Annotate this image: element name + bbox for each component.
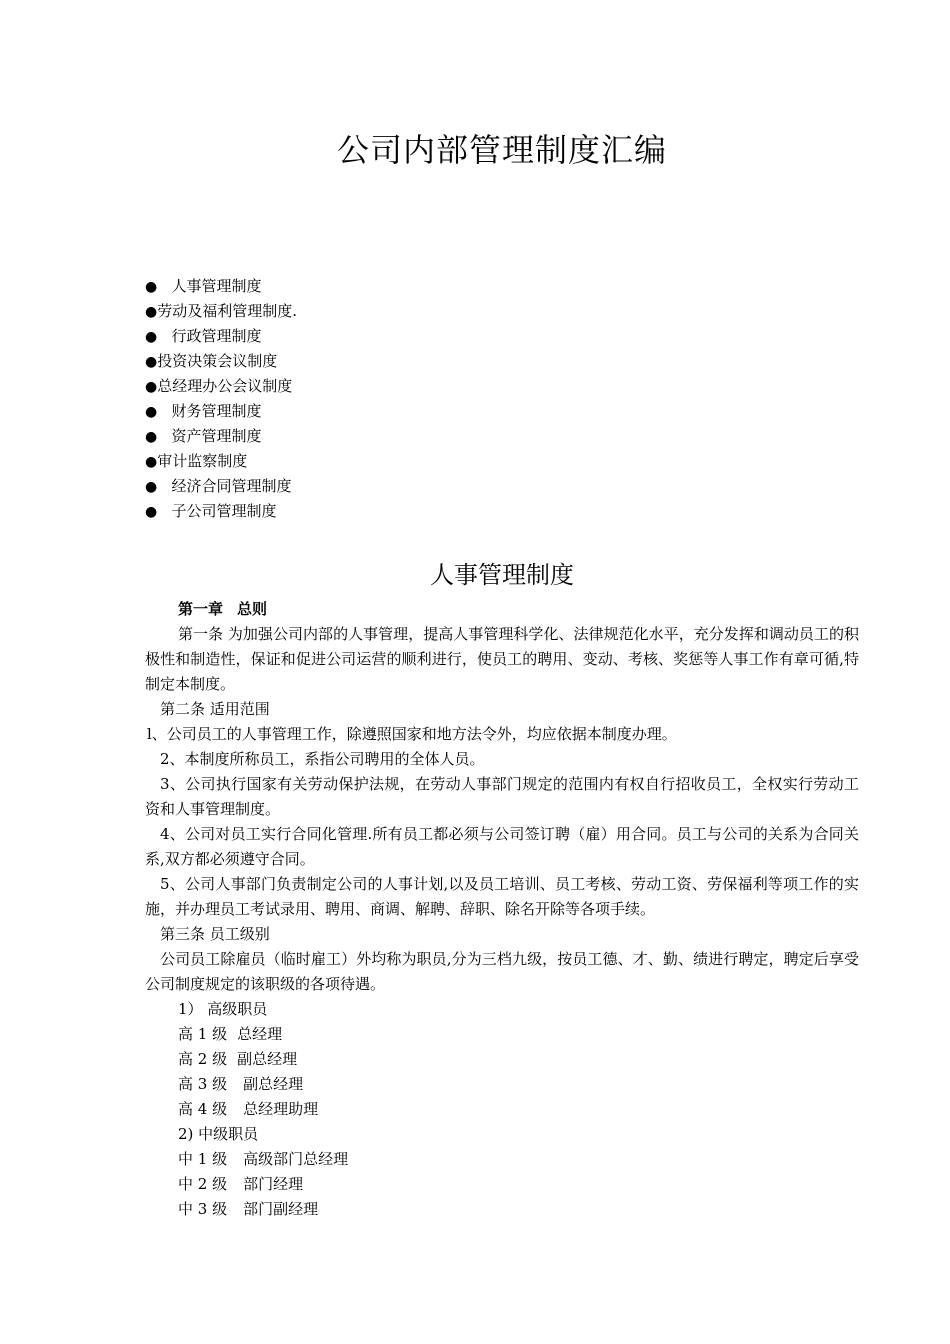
article-2-item: l、公司员工的人事管理工作，除遵照国家和地方法令外，均应依据本制度办理。	[147, 725, 677, 743]
level-role: 高级部门总经理	[243, 1150, 349, 1168]
bullet-icon: ●	[145, 304, 158, 320]
article-2-item: 4、公司对员工实行合同化管理.所有员工都必须与公司签订聘（雇）用合同。员工与公司的关系为合同关系,双方都必须遵守合同。	[145, 825, 859, 868]
chapter-heading	[145, 597, 859, 622]
level-row	[145, 1022, 859, 1047]
level-row	[145, 1097, 859, 1122]
bullet-icon: ●	[145, 404, 158, 420]
article-3-text: 公司员工除雇员（临时雇工）外均称为职员,分为三档九级，按员工德、才、勤、绩进行聘定，聘定后享受公司制度规定的该职级的各项待遇。	[145, 950, 859, 993]
bullet-icon: ●	[145, 504, 158, 520]
toc-item	[145, 374, 297, 399]
bullet-icon: ●	[145, 329, 158, 345]
level-role: 副总经理	[243, 1075, 304, 1093]
toc-item	[145, 499, 297, 524]
table-of-contents	[145, 274, 297, 524]
toc-item-label: 子公司管理制度	[171, 502, 277, 520]
toc-item-label: 审计监察制度	[157, 452, 248, 470]
toc-item-label: 财务管理制度	[171, 402, 262, 420]
toc-item-label: 经济合同管理制度	[171, 477, 292, 495]
level-role: 部门副经理	[243, 1200, 319, 1218]
toc-item-label: 资产管理制度	[171, 427, 262, 445]
article-3-heading: 第三条 员工级别	[160, 925, 270, 943]
level-role: 部门经理	[243, 1175, 304, 1193]
section-title: 人事管理制度	[430, 561, 574, 589]
article-2-item: 3、公司执行国家有关劳动保护法规，在劳动人事部门规定的范围内有权自行招收员工，全权实行劳动工资和人事管理制度。	[145, 775, 859, 818]
bullet-icon: ●	[145, 379, 158, 395]
level-row	[145, 1147, 859, 1172]
toc-item	[145, 424, 297, 449]
toc-item-label: 投资决策会议制度	[157, 352, 278, 370]
bullet-icon: ●	[145, 429, 158, 445]
chapter-name: 总则	[237, 600, 268, 618]
level-role: 副总经理	[237, 1050, 298, 1068]
toc-item-label: 总经理办公会议制度	[157, 377, 293, 395]
level-code: 高 2 级	[178, 1050, 228, 1068]
level-role: 总经理助理	[243, 1100, 319, 1118]
toc-item-label: 劳动及福利管理制度.	[157, 302, 297, 320]
document-title: 公司内部管理制度汇编	[336, 131, 667, 169]
level-code: 中 3 级	[178, 1200, 228, 1218]
article-2-item: 5、公司人事部门负责制定公司的人事计划,以及员工培训、员工考核、劳动工资、劳保福利等项工作的实施，并办理员工考试录用、聘用、商调、解聘、辞职、除名开除等各项手续。	[145, 875, 859, 918]
level-row	[145, 1047, 859, 1072]
toc-item	[145, 449, 297, 474]
level-row	[145, 1172, 859, 1197]
article-1: 第一条 为加强公司内部的人事管理，提高人事管理科学化、法律规范化水平，充分发挥和调动员工的积极性和制造性，保证和促进公司运营的顺利进行，使员工的聘用、变动、考核、奖惩等人事工作有章可循,特制定本制度。	[145, 625, 859, 693]
level-code: 中 1 级	[178, 1150, 228, 1168]
level-group-heading: 2) 中级职员	[178, 1125, 259, 1143]
level-row	[145, 1197, 859, 1222]
toc-item	[145, 299, 297, 324]
level-group-heading: 1） 高级职员	[178, 1000, 268, 1018]
bullet-icon: ●	[145, 354, 158, 370]
section-body	[145, 597, 859, 1222]
toc-item-label: 行政管理制度	[171, 327, 262, 345]
chapter-number: 第一章	[178, 600, 224, 618]
level-code: 高 1 级	[178, 1025, 228, 1043]
toc-item	[145, 349, 297, 374]
level-role: 总经理	[237, 1025, 283, 1043]
toc-item	[145, 274, 297, 299]
toc-item-label: 人事管理制度	[171, 277, 262, 295]
level-code: 中 2 级	[178, 1175, 228, 1193]
level-code: 高 3 级	[178, 1075, 228, 1093]
bullet-icon: ●	[145, 279, 158, 295]
toc-item	[145, 324, 297, 349]
toc-item	[145, 399, 297, 424]
level-row	[145, 1072, 859, 1097]
level-code: 高 4 级	[178, 1100, 228, 1118]
article-2-item: 2、本制度所称员工，系指公司聘用的全体人员。	[160, 750, 485, 768]
article-2-heading: 第二条 适用范围	[160, 700, 270, 718]
bullet-icon: ●	[145, 479, 158, 495]
toc-item	[145, 474, 297, 499]
bullet-icon: ●	[145, 454, 158, 470]
